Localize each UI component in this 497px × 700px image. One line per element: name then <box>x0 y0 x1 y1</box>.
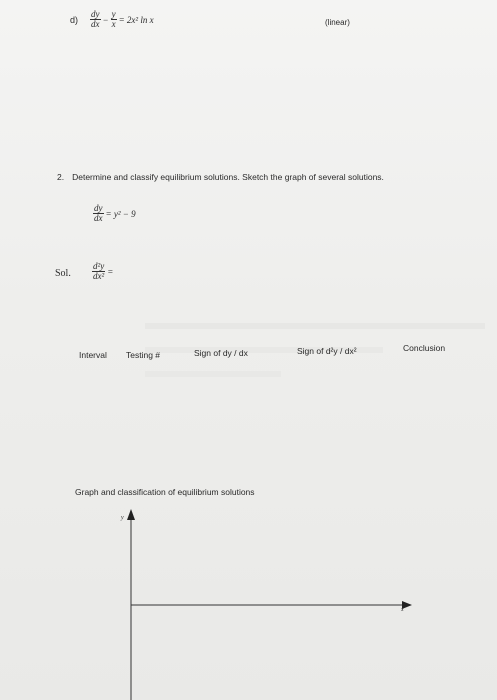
part-d-label: d) <box>70 14 79 25</box>
d2y-dx2-fraction: $\frac{\text{d²y}}{\text{dx²}}$ <box>93 261 105 281</box>
problem-number: 2. <box>57 172 65 182</box>
header-interval: Interval <box>79 350 107 360</box>
problem-text: Determine and classify equilibrium solutions. Sketch the graph of several solutions. <box>72 172 384 182</box>
solution-label: Sol. <box>55 268 71 279</box>
y-over-x-fraction: $\frac{y}{x}$ <box>111 9 116 29</box>
dy-dx-fraction: $\frac{dy}{dx}$ <box>94 203 103 223</box>
header-conclusion: Conclusion <box>403 343 446 353</box>
header-sign-dy-dx: Sign of dy / dx <box>194 348 248 358</box>
part-d-rhs: = 2x² ln x <box>118 14 154 25</box>
y-axis-arrow-icon <box>127 509 135 520</box>
header-testing: Testing # <box>126 350 161 360</box>
header-sign-d2y-dx2: Sign of d²y / dx² <box>297 346 357 356</box>
y-axis-label: y <box>121 515 124 521</box>
equation-rhs: = y² − 9 <box>105 208 136 219</box>
part-d-note: (linear) <box>325 18 350 27</box>
part-d-equation: d) $\frac{dy}{dx}$ − $\frac{y}{x}$ = 2x² ln x <box>70 9 154 29</box>
graph-caption: Graph and classification of equilibrium solutions <box>75 487 255 497</box>
x-axis-label: x <box>401 607 404 613</box>
second-derivative: $\frac{\text{d²y}}{\text{dx²}}$ = <box>93 261 114 281</box>
dy-dx-fraction: $\frac{dy}{dx}$ <box>91 9 100 29</box>
